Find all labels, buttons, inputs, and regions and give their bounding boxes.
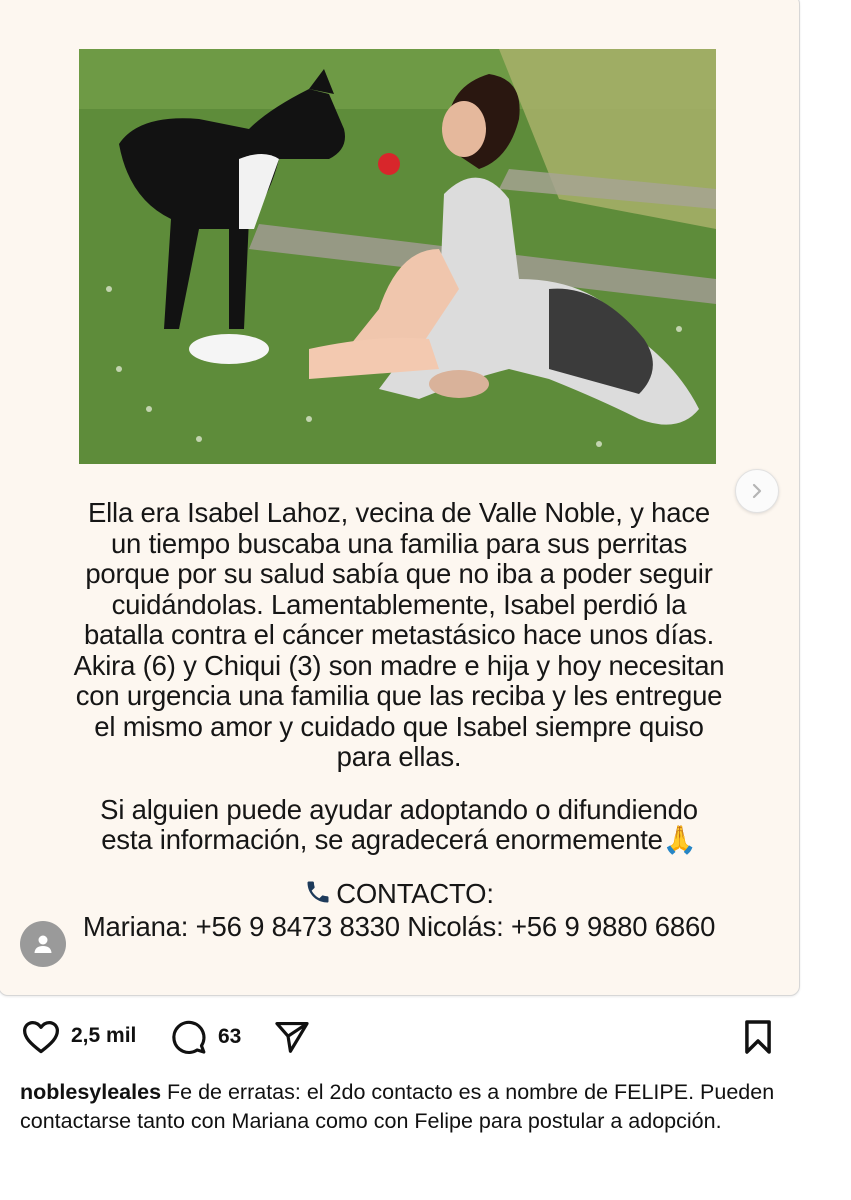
phone-icon xyxy=(304,878,332,913)
text-line: porque por su salud sabía que no iba a poder seguir xyxy=(85,558,713,589)
help-line: Si alguien puede ayudar adoptando o difundiendo xyxy=(100,793,698,825)
save-action[interactable] xyxy=(740,1018,776,1056)
likes-count[interactable]: 2,5 mil xyxy=(71,1024,137,1047)
photo-woman-with-dogs xyxy=(79,49,716,464)
comment-icon[interactable] xyxy=(168,1018,208,1056)
post-caption xyxy=(20,1078,820,1136)
text-line: para ellas. xyxy=(336,741,462,772)
prayer-emoji-icon: 🙏 xyxy=(662,824,697,855)
person-icon xyxy=(32,933,54,955)
text-line: batalla contra el cáncer metastásico hace unos días. xyxy=(83,619,715,650)
text-line: cuidándolas. Lamentablemente, Isabel perdió la xyxy=(111,588,687,620)
help-line: esta información, se agradecerá enormemente xyxy=(101,824,663,855)
contact-title: CONTACTO: xyxy=(336,877,494,909)
contact-phones: Mariana: +56 9 8473 8330 Nicolás: +56 9 9880 6860 xyxy=(82,911,716,942)
text-line: un tiempo buscaba una familia para sus perritas xyxy=(110,527,688,559)
chevron-right-icon xyxy=(750,483,764,499)
text-line: Akira (6) y Chiqui (3) son madre e hija y hoy necesitan xyxy=(73,649,725,681)
text-line: Ella era Isabel Lahoz, vecina de Valle Noble, y hace xyxy=(88,497,710,528)
tagged-user-avatar[interactable] xyxy=(20,921,66,967)
help-line-with-emoji xyxy=(29,825,769,856)
like-action[interactable] xyxy=(21,1018,136,1054)
contact-heading xyxy=(29,878,769,913)
share-icon[interactable] xyxy=(272,1018,312,1056)
comment-action[interactable] xyxy=(168,1018,241,1056)
share-action[interactable] xyxy=(272,1018,312,1056)
text-line: el mismo amor y cuidado que Isabel siempre quiso xyxy=(94,710,704,742)
caption-username[interactable]: noblesyleales xyxy=(20,1080,162,1104)
post-photo[interactable] xyxy=(79,49,716,464)
comments-count[interactable]: 63 xyxy=(218,1025,242,1048)
post-actions-bar xyxy=(0,1014,851,1064)
bookmark-icon[interactable] xyxy=(740,1018,776,1056)
text-line: con urgencia una familia que las reciba y les entregue xyxy=(75,680,723,711)
heart-icon[interactable] xyxy=(21,1018,61,1054)
post-image-text xyxy=(29,498,769,943)
caption-text: Fe de erratas: el 2do contacto es a nombre de FELIPE. Pueden contactarse tanto con Mariana como con Felipe para postular a adopción. xyxy=(20,1080,775,1133)
